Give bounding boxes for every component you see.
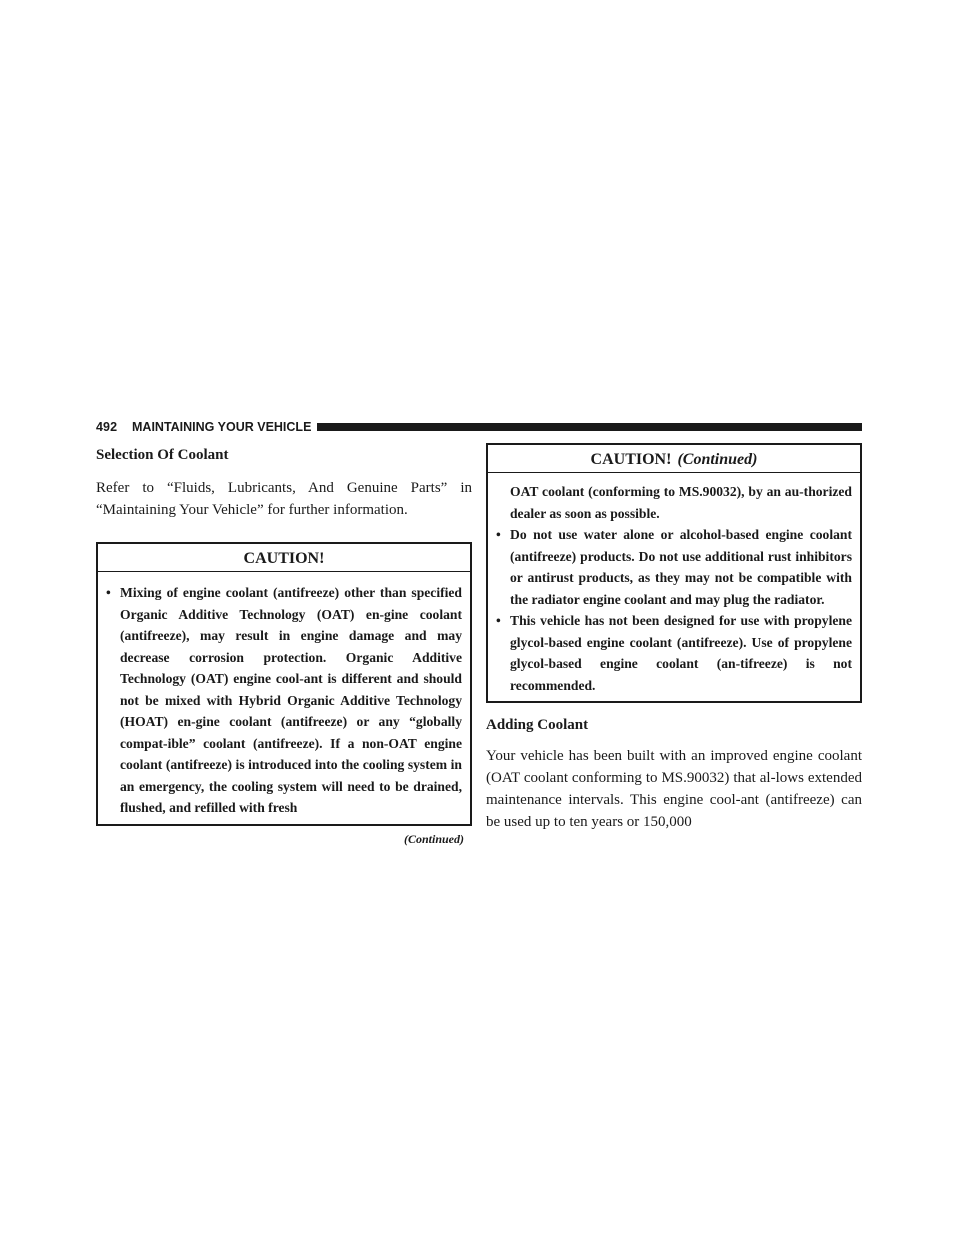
right-column [486,443,862,833]
caution-item-text: Do not use water alone or alcohol-based engine coolant (antifreeze) products. Do not use additional rust inhibitors or antirust products, as they may not be compatible with the radiator engine coolant and may plug the radiator. [510,527,852,607]
caution-body-continued [488,473,860,701]
caution-title: CAUTION! [98,544,470,572]
page-header [96,417,862,439]
caution-item [106,582,462,819]
caution-box-continued [486,443,862,703]
adding-coolant-heading: Adding Coolant [486,717,589,733]
caution-box [96,542,472,826]
adding-coolant-body: Your vehicle has been built with an improved engine coolant (OAT coolant conforming to MS.90032) that al-lows extended maintenance intervals. This engine cool-ant (antifreeze) can be used up to ten years or 150,000 [486,748,862,830]
left-column [96,443,472,847]
caution-item [496,610,852,696]
selection-intro: Refer to “Fluids, Lubricants, And Genuine Parts” in “Maintaining Your Vehicle” for further information. [96,480,472,518]
caution-title-text: CAUTION! [590,451,672,468]
selection-heading: Selection Of Coolant [96,447,229,463]
header-rule [317,423,862,431]
continued-label: (Continued) [403,831,464,846]
section-title: MAINTAINING YOUR VEHICLE [132,420,312,434]
caution-body [98,572,470,824]
bullet: • [496,527,501,542]
caution-item-text: Mixing of engine coolant (antifreeze) other than specified Organic Additive Technology (OAT) en-gine coolant (antifreeze), may result in engine damage and may decrease corrosion protection. Organic Additive Technology (OAT) engine cool-ant is different and should not be mixed with Hybrid Organic Additive Technology (HOAT) en-gine coolant (antifreeze) or any “globally compat-ible” coolant (antifreeze). If a non-OAT engine coolant (antifreeze) is introduced into the cooling system in an emergency, the cooling system will need to be drained, flushed, and refilled with fresh [120,585,462,815]
caution-continued-text: (Continued) [677,451,758,468]
page-number: 492 [96,420,118,434]
bullet: • [496,613,501,628]
caution-title-continued [488,445,860,473]
caution-item [496,524,852,610]
bullet: • [106,585,111,600]
caution-continuation: OAT coolant (conforming to MS.90032), by an au-thorized dealer as soon as possible. [510,484,852,521]
caution-item-text: This vehicle has not been designed for use with propylene glycol-based engine coolant (antifreeze). Use of propylene glycol-based engine coolant (an-tifreeze) is not recommended. [510,613,852,693]
